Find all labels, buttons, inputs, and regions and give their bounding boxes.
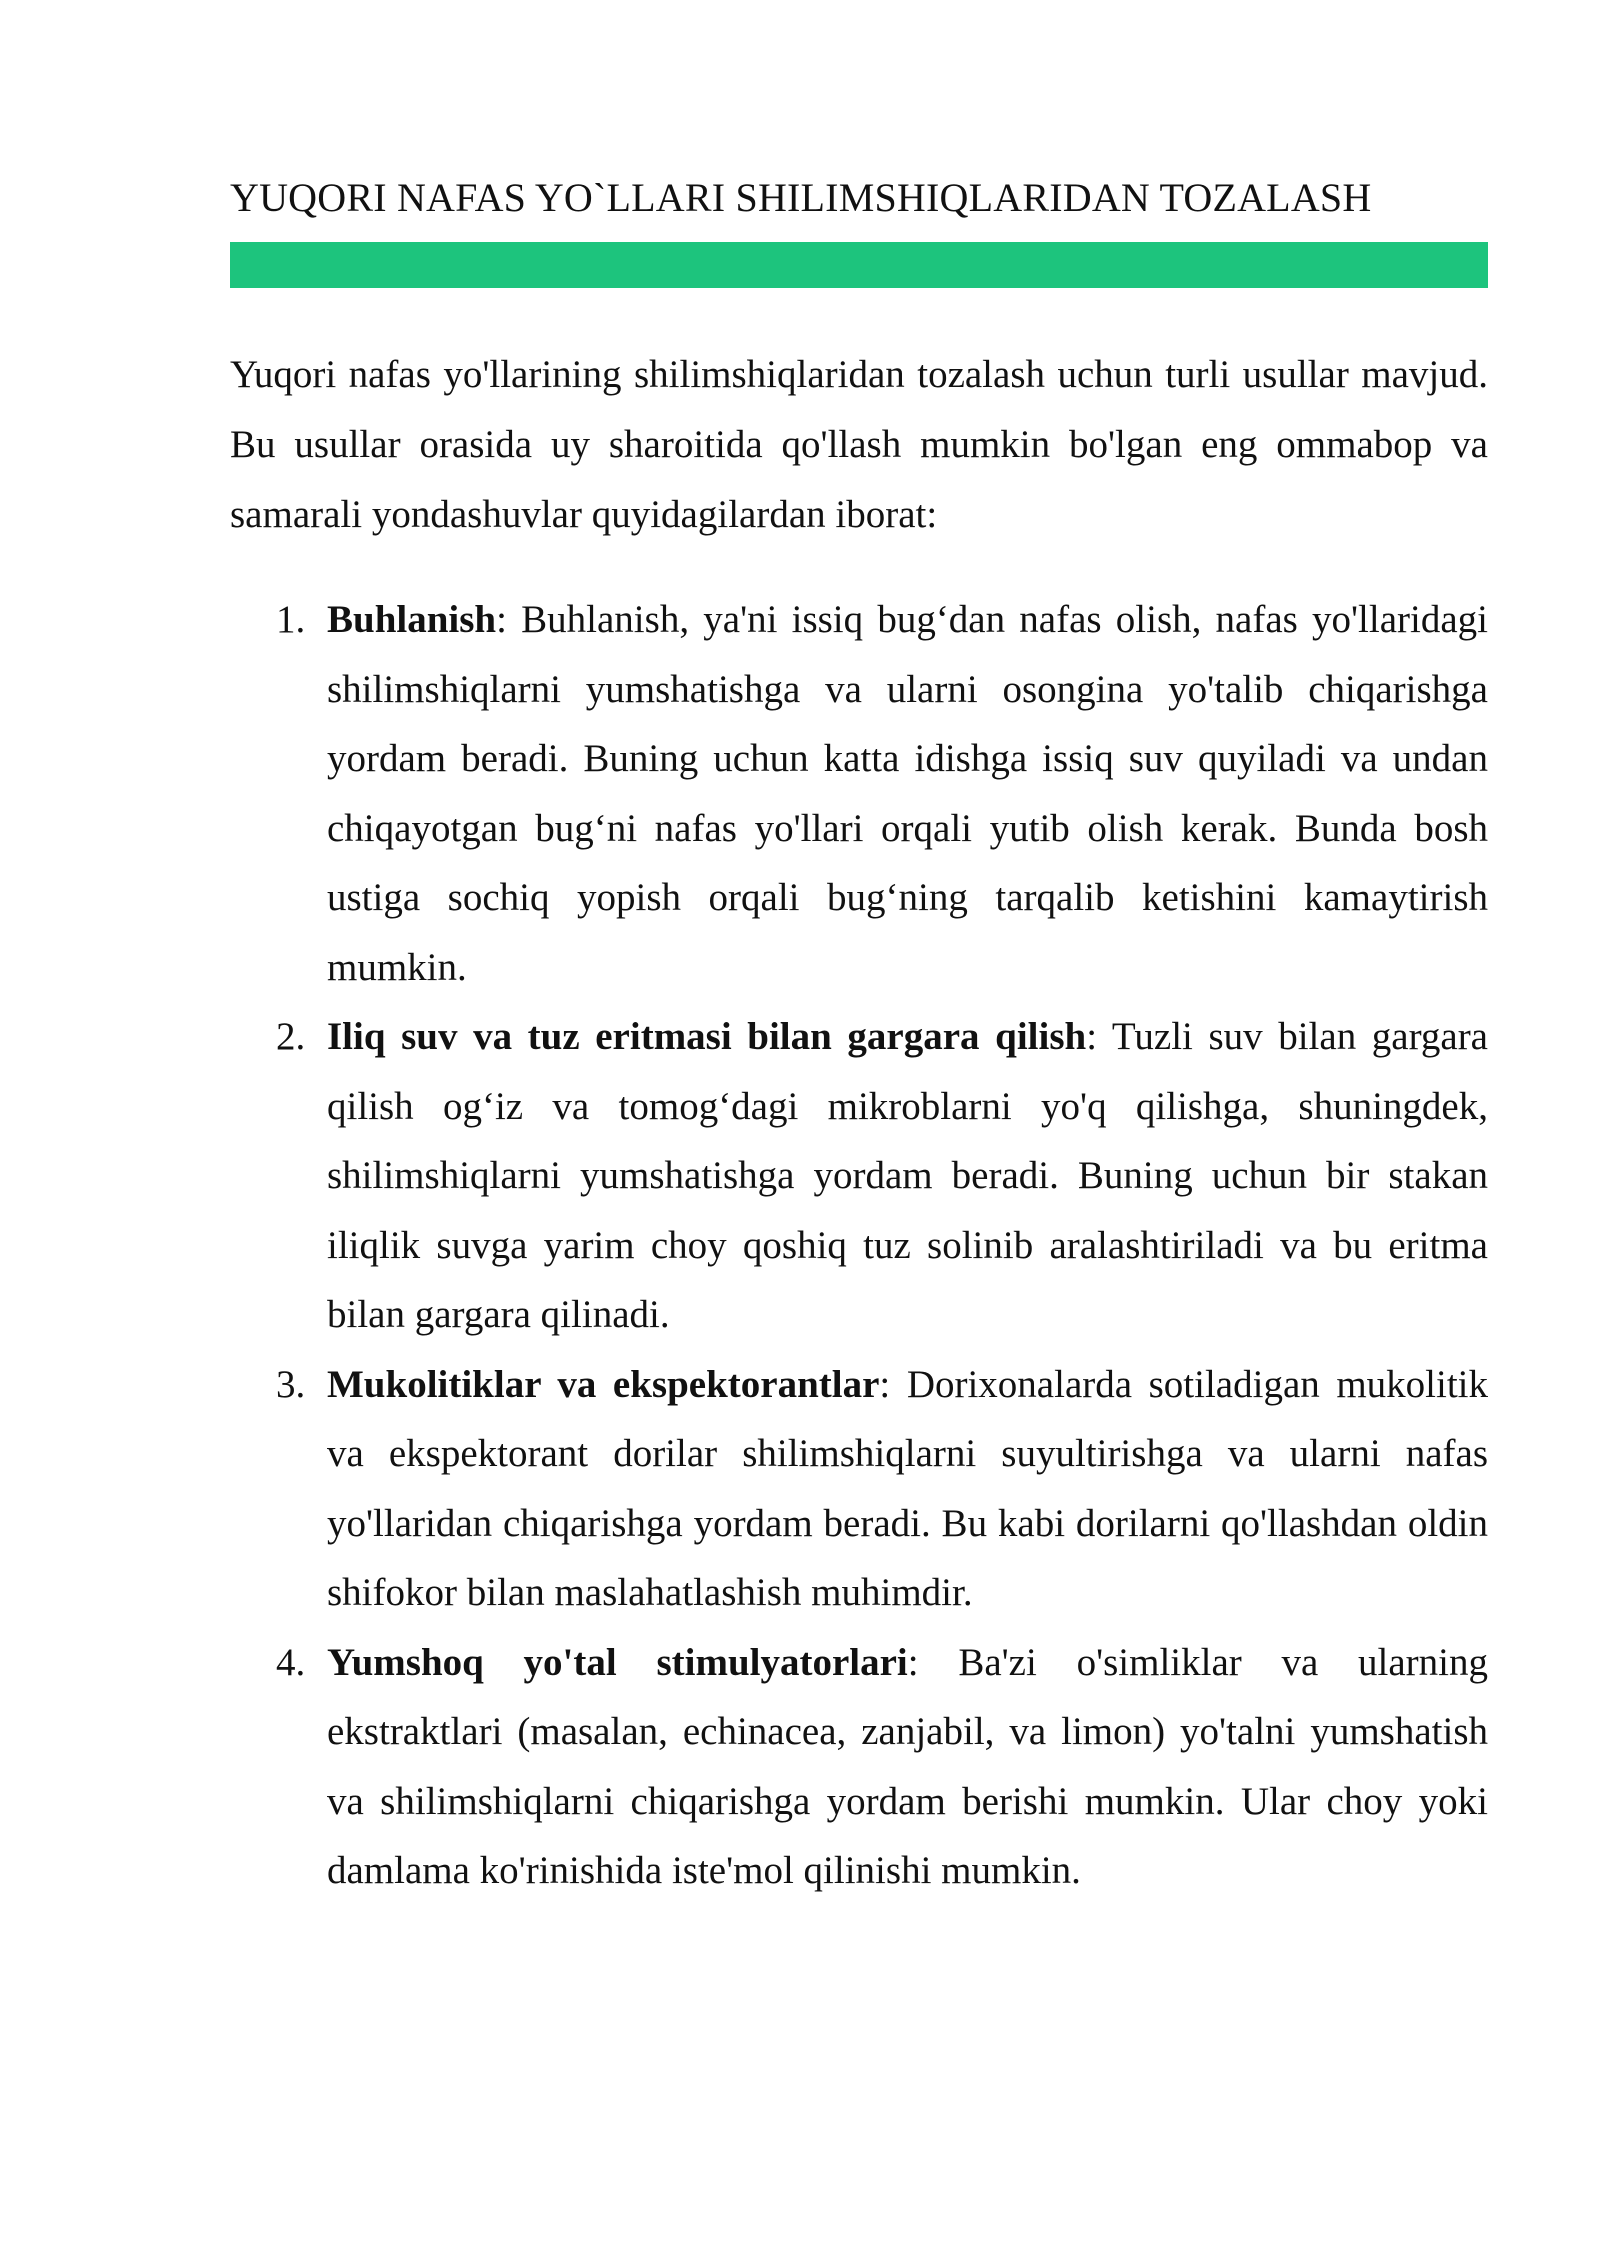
list-item-number: 4. bbox=[276, 1640, 306, 1684]
document-title: YUQORI NAFAS YO`LLARI SHILIMSHIQLARIDAN TOZALASH bbox=[230, 175, 1372, 220]
list-item-title: Mukolitiklar va ekspektorantlar bbox=[327, 1362, 880, 1406]
list-item-separator: : bbox=[879, 1362, 891, 1406]
list-item bbox=[230, 1628, 1488, 1906]
list-item-title: Buhlanish bbox=[327, 598, 497, 641]
list-item-text: Tuzli suv bilan gargara qilish og‘iz va tomog‘dagi mikroblarni yo'q qilishga, shuningdek, shilimshiqlarni yumshatishga yordam beradi. Buning uchun bir stakan iliqlik suvga yarim choy qoshiq tuz solinib aralashtiriladi va bu eritma bilan gargara qilinadi. bbox=[327, 1015, 1488, 1336]
list-item-separator: : bbox=[1086, 1015, 1098, 1058]
list-item-number: 3. bbox=[276, 1362, 306, 1406]
list-item-text: Dorixonalarda sotiladigan mukolitik va ekspektorant dorilar shilimshiqlarni suyultirishga va ularni nafas yo'llaridan chiqarishga yordam beradi. Bu kabi dorilarni qo'llashdan oldin shifokor bilan maslahatlashish muhimdir. bbox=[327, 1362, 1488, 1614]
list-item-number: 2. bbox=[276, 1015, 306, 1058]
list-item-text: Buhlanish, ya'ni issiq bug‘dan nafas olish, nafas yo'llaridagi shilimshiqlarni yumshatishga va ularni osongina yo'talib chiqarishga yordam beradi. Buning uchun katta idishga issiq suv quyiladi va undan chiqayotgan bug‘ni nafas yo'llari orqali yutib olish kerak. Bunda bosh ustiga sochiq yopish orqali bug‘ning tarqalib ketishini kamaytirish mumkin. bbox=[327, 598, 1488, 989]
list-item bbox=[230, 1002, 1488, 1350]
title-accent-bar bbox=[230, 242, 1488, 288]
methods-list bbox=[230, 585, 1488, 1906]
list-item-title: Yumshoq yo'tal stimulyatorlari bbox=[327, 1640, 908, 1684]
list-item-separator: : bbox=[496, 598, 507, 641]
list-item-number: 1. bbox=[276, 598, 306, 641]
list-item-title: Iliq suv va tuz eritmasi bilan gargara qilish bbox=[327, 1015, 1087, 1058]
list-item-separator: : bbox=[907, 1640, 919, 1684]
list-item bbox=[230, 1350, 1488, 1628]
list-item-text: Ba'zi o'simliklar va ularning ekstraktlari (masalan, echinacea, zanjabil, va limon) yo'talni yumshatish va shilimshiqlarni chiqarishga yordam berishi mumkin. Ular choy yoki damlama ko'rinishida iste'mol qilinishi mumkin. bbox=[327, 1640, 1488, 1892]
list-item bbox=[230, 585, 1488, 1002]
intro-paragraph: Yuqori nafas yo'llarining shilimshiqlaridan tozalash uchun turli usullar mavjud. Bu usullar orasida uy sharoitida qo'llash mumkin bo'lgan eng ommabop va samarali yondashuvlar quyidagilardan iborat: bbox=[230, 353, 1488, 536]
